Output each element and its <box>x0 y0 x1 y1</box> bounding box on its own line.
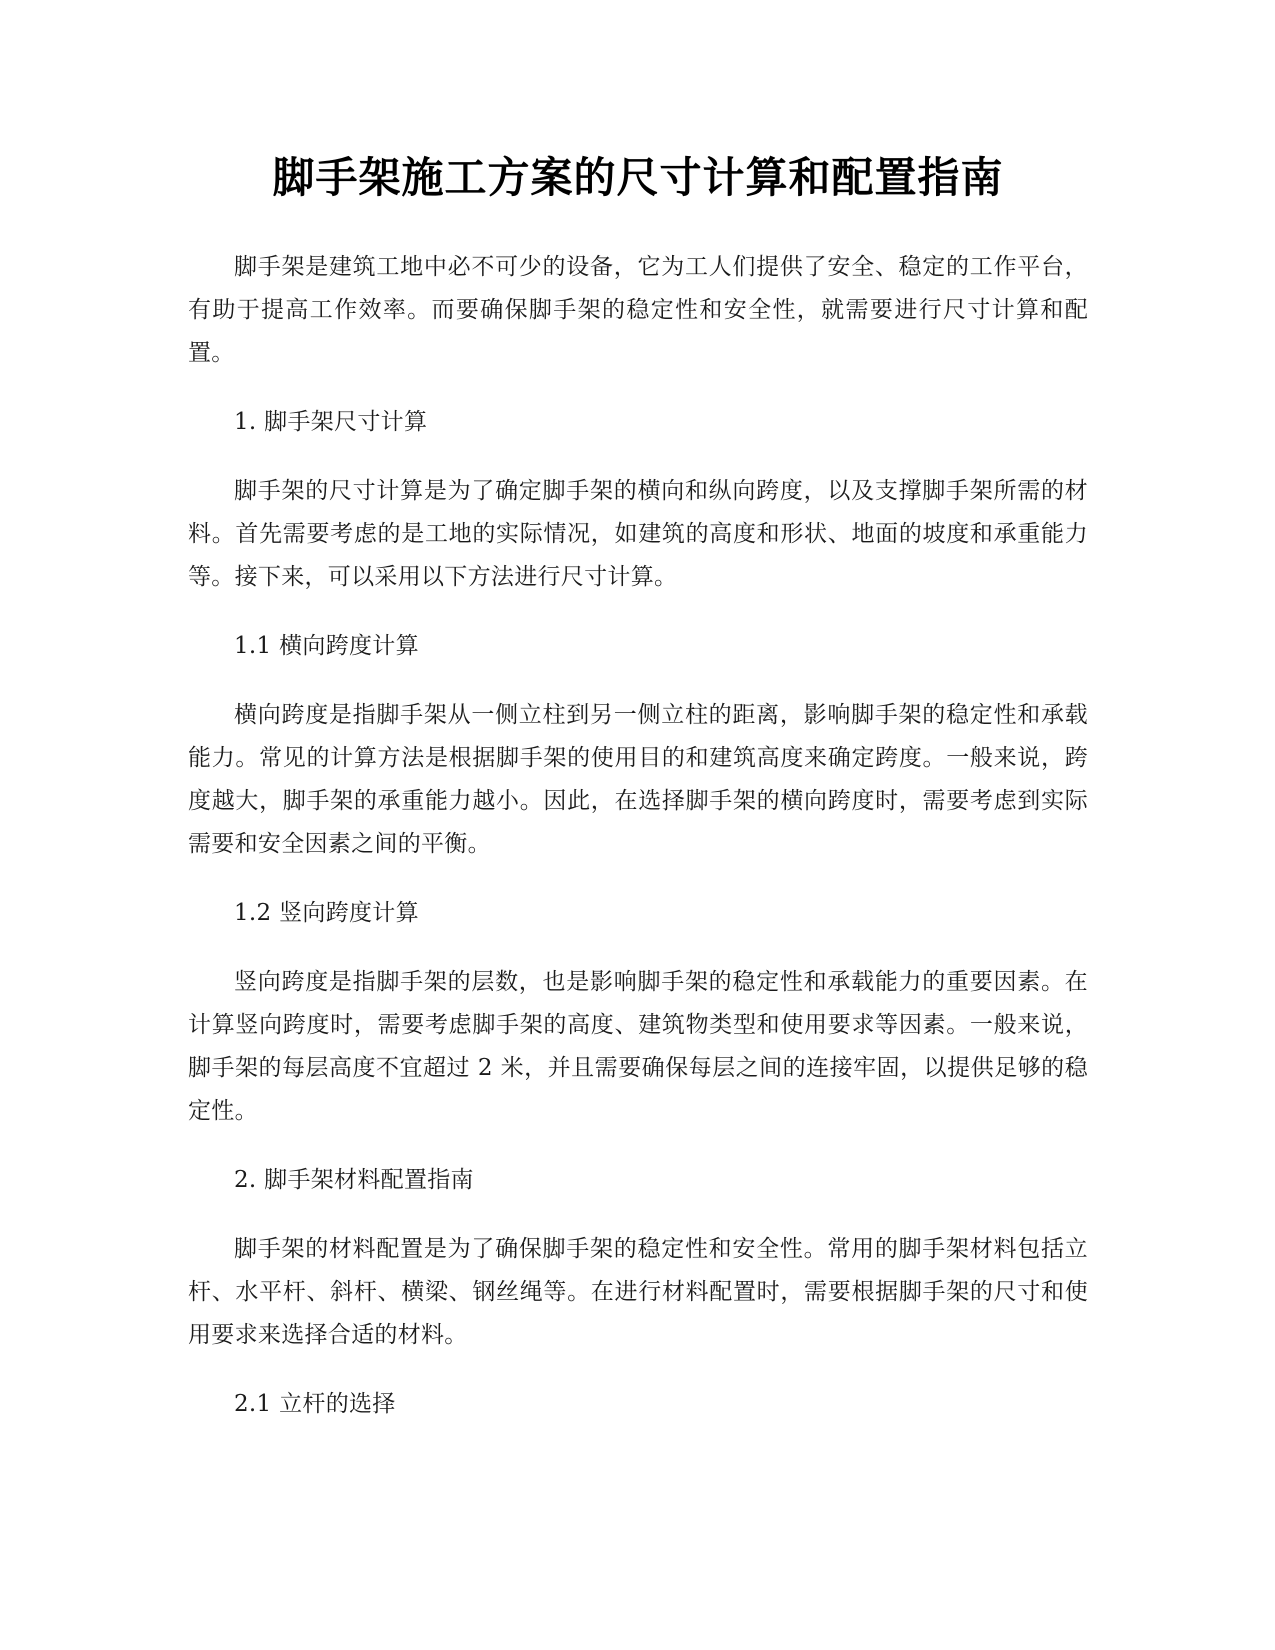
document-title: 脚手架施工方案的尺寸计算和配置指南 <box>272 153 1004 202</box>
paragraph-vertical-span: 竖向跨度是指脚手架的层数，也是影响脚手架的稳定性和承载能力的重要因素。在计算竖向跨度时，需要考虑脚手架的高度、建筑物类型和使用要求等因素。一般来说，脚手架的每层高度不宜超过 2 米，并且需要确保每层之间的连接牢固，以提供足够的稳定性。 <box>188 969 1088 1124</box>
section-heading-1-2: 1.2 竖向跨度计算 <box>234 900 419 926</box>
section-heading-1: 1. 脚手架尺寸计算 <box>234 409 428 435</box>
paragraph-horizontal-span: 横向跨度是指脚手架从一侧立柱到另一侧立柱的距离，影响脚手架的稳定性和承载能力。常见的计算方法是根据脚手架的使用目的和建筑高度来确定跨度。一般来说，跨度越大，脚手架的承重能力越小。因此，在选择脚手架的横向跨度时，需要考虑到实际需要和安全因素之间的平衡。 <box>188 702 1088 857</box>
paragraph-intro: 脚手架是建筑工地中必不可少的设备，它为工人们提供了安全、稳定的工作平台，有助于提高工作效率。而要确保脚手架的稳定性和安全性，就需要进行尺寸计算和配置。 <box>188 254 1088 366</box>
paragraph-material-config: 脚手架的材料配置是为了确保脚手架的稳定性和安全性。常用的脚手架材料包括立杆、水平杆、斜杆、横梁、钢丝绳等。在进行材料配置时，需要根据脚手架的尺寸和使用要求来选择合适的材料。 <box>188 1236 1088 1348</box>
paragraph-size-calculation: 脚手架的尺寸计算是为了确定脚手架的横向和纵向跨度，以及支撑脚手架所需的材料。首先需要考虑的是工地的实际情况，如建筑的高度和形状、地面的坡度和承重能力等。接下来，可以采用以下方法进行尺寸计算。 <box>188 478 1088 590</box>
section-heading-2-1: 2.1 立杆的选择 <box>234 1391 396 1417</box>
section-heading-1-1: 1.1 横向跨度计算 <box>234 633 419 659</box>
section-heading-2: 2. 脚手架材料配置指南 <box>234 1167 474 1193</box>
document-body <box>188 148 1088 1452</box>
